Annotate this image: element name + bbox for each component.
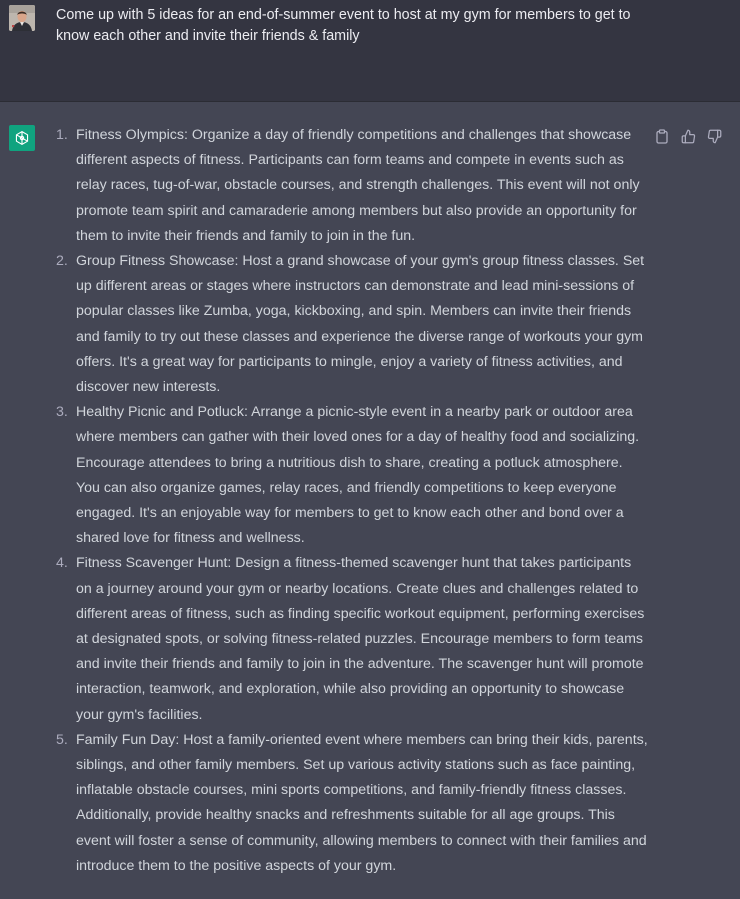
user-avatar (9, 5, 35, 31)
openai-logo-icon (9, 125, 35, 151)
list-item-text: Fitness Olympics: Organize a day of friendly competitions and challenges that showcase different aspects of fitness. Participants can form teams and compete in events such as relay races, tug-of-war, obstacle courses, and strength challenges. This event will not only promote team spirit and camaraderie among members but also provide an opportunity for them to invite their friends and family to join in the fun. (76, 127, 640, 244)
list-item-number: 3. (56, 404, 68, 421)
list-item-text: Healthy Picnic and Potluck: Arrange a picnic-style event in a nearby park or outdoor area where members can gather with their loved ones for a day of healthy food and socializing. Encourage attendees to bring a nutritious dish to share, creating a potluck atmosphere. You can also organize games, relay races, and friendly competitions to keep everyone engaged. It's an enjoyable way for members to get to know each other and bond over a shared love for fitness and wellness. (76, 404, 640, 547)
list-item-number: 4. (56, 555, 68, 572)
list-item-text: Fitness Scavenger Hunt: Design a fitness-themed scavenger hunt that takes participants on a journey around your gym or nearby locations. Create clues and challenges related to different areas of fitness, such as finding specific workout equipment, performing exercises at designated spots, or solving fitness-related puzzles. Encourage members to form teams and invite their friends and family to join in the adventure. The scavenger hunt will promote interaction, teamwork, and exploration, while also providing an opportunity to showcase your gym's facilities. (76, 555, 645, 723)
list-item (54, 551, 650, 727)
list-item (54, 249, 650, 400)
assistant-message-row (0, 102, 740, 899)
list-item (54, 728, 650, 879)
list-item-number: 2. (56, 253, 68, 270)
list-item-number: 5. (56, 731, 68, 748)
list-item-text: Family Fun Day: Host a family-oriented event where members can bring their kids, parents, siblings, and other family members. Set up various activity stations such as face painting, inflatable obstacle courses, mini sports competitions, and family-friendly fitness classes. Additionally, provide healthy snacks and refreshments suitable for all age groups. This event will foster a sense of community, allowing members to connect with their families and introduce them to the positive aspects of your gym. (76, 731, 648, 874)
list-item (54, 123, 650, 249)
copy-button[interactable] (652, 126, 672, 146)
thumbs-down-icon (707, 129, 722, 144)
thumbs-up-icon (681, 129, 696, 144)
user-message-row (0, 0, 740, 102)
thumbs-down-button[interactable] (704, 126, 724, 146)
list-item-text: Group Fitness Showcase: Host a grand showcase of your gym's group fitness classes. Set up different areas or stages where instructors can demonstrate and lead mini-sessions of popular classes like Zumba, yoga, kickboxing, and spin. Members can invite their friends and family to try out these classes and experience the diverse range of workouts your gym offers. It's a great way for participants to mingle, enjoy a variety of fitness activities, and discover new interests. (76, 253, 645, 396)
ideas-list (54, 123, 650, 879)
user-prompt-text: Come up with 5 ideas for an end-of-summer event to host at my gym for members to get to know each other and invite their friends & family (56, 7, 631, 44)
thumbs-up-button[interactable] (678, 126, 698, 146)
clipboard-icon (655, 129, 669, 144)
message-actions (652, 126, 724, 146)
list-item-number: 1. (56, 127, 68, 143)
list-item (54, 400, 650, 551)
